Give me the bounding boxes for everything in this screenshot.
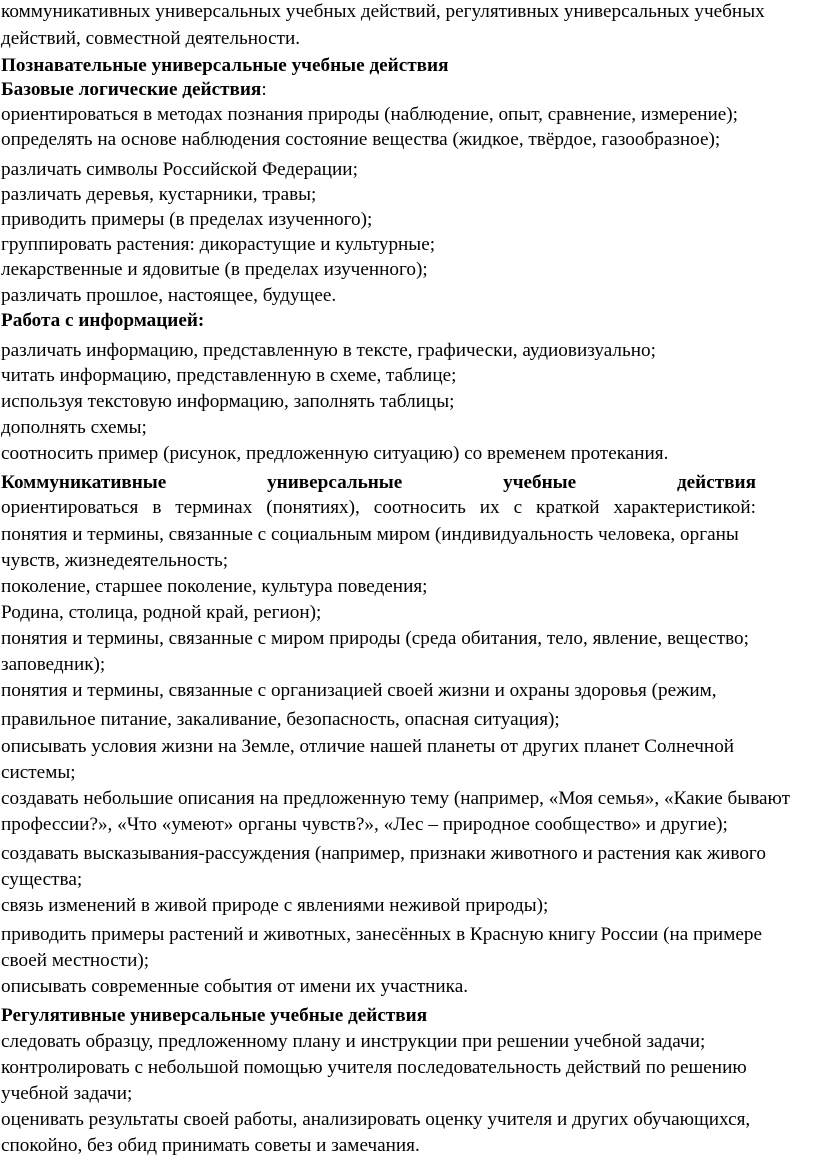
- text-line: правильное питание, закаливание, безопасность, опасная ситуация);: [1, 709, 560, 730]
- text-line: связь изменений в живой природе с явлениями неживой природы);: [1, 895, 549, 916]
- text-line: читать информацию, представленную в схеме, таблице;: [1, 365, 457, 386]
- text-line: различать деревья, кустарники, травы;: [1, 184, 317, 205]
- text-line: следовать образцу, предложенному плану и инструкции при решении учебной задачи;: [1, 1031, 706, 1052]
- text-line: различать информацию, представленную в тексте, графически, аудиовизуально;: [1, 340, 656, 361]
- word: в: [152, 497, 162, 518]
- text-line: дополнять схемы;: [1, 417, 147, 438]
- text-line: спокойно, без обид принимать советы и замечания.: [1, 1135, 420, 1156]
- word: их: [479, 497, 500, 518]
- text-line: различать прошлое, настоящее, будущее.: [1, 285, 337, 306]
- heading-word: действия: [676, 472, 756, 493]
- word: с: [513, 497, 523, 518]
- subheading-basic-logic: [1, 78, 267, 101]
- text-line: используя текстовую информацию, заполнять таблицы;: [1, 391, 455, 412]
- text-line: создавать небольшие описания на предложенную тему (например, «Моя семья», «Какие бывают: [1, 788, 790, 809]
- subheading-info: Работа с информацией:: [1, 310, 205, 331]
- heading-word: универсальные: [267, 472, 403, 493]
- word: (понятиях),: [266, 497, 360, 518]
- text-line: Родина, столица, родной край, регион);: [1, 602, 322, 623]
- text-line: контролировать с небольшой помощью учителя последовательность действий по решению: [1, 1057, 747, 1078]
- text-line: создавать высказывания-рассуждения (например, признаки животного и растения как живого: [1, 843, 766, 864]
- section-heading-cognitive: Познавательные универсальные учебные действия: [1, 55, 449, 76]
- text-line: понятия и термины, связанные с организацией своей жизни и охраны здоровья (режим,: [1, 680, 717, 701]
- text-line: группировать растения: дикорастущие и культурные;: [1, 234, 436, 255]
- subheading-colon: :: [261, 79, 267, 100]
- word: ориентироваться: [1, 497, 139, 518]
- section-heading-regulatory: Регулятивные универсальные учебные действия: [1, 1005, 428, 1026]
- text-line: поколение, старшее поколение, культура поведения;: [1, 576, 428, 597]
- text-line: существа;: [1, 869, 83, 890]
- text-line: приводить примеры (в пределах изученного);: [1, 209, 373, 230]
- text-line: соотносить пример (рисунок, предложенную ситуацию) со временем протекания.: [1, 443, 669, 464]
- word: соотносить: [373, 497, 466, 518]
- subheading-basic-logic-label: Базовые логические действия: [1, 79, 262, 100]
- text-line: различать символы Российской Федерации;: [1, 159, 358, 180]
- text-line: описывать современные события от имени их участника.: [1, 976, 469, 997]
- text-line: ориентироваться в методах познания природы (наблюдение, опыт, сравнение, измерение);: [1, 104, 738, 125]
- heading-word: учебные: [503, 472, 577, 493]
- text-line: оценивать результаты своей работы, анализировать оценку учителя и других обучающихся,: [1, 1109, 751, 1130]
- word: краткой: [536, 497, 600, 518]
- text-line: описывать условия жизни на Земле, отличие нашей планеты от других планет Солнечной: [1, 736, 735, 757]
- word: характеристикой:: [613, 497, 756, 518]
- text-line: коммуникативных универсальных учебных действий, регулятивных универсальных учебных: [1, 1, 765, 22]
- text-line: учебной задачи;: [1, 1083, 133, 1104]
- justified-text-line: [1, 496, 756, 519]
- text-line: чувств, жизнедеятельность;: [1, 550, 229, 571]
- text-line: профессии?», «Что «умеют» органы чувств?», «Лес – природное сообщество» и другие);: [1, 814, 728, 835]
- text-line: определять на основе наблюдения состояние вещества (жидкое, твёрдое, газообразное);: [1, 129, 721, 150]
- section-heading-communicative: [1, 471, 756, 494]
- text-line: действий, совместной деятельности.: [1, 28, 301, 49]
- text-line: приводить примеры растений и животных, занесённых в Красную книгу России (на примере: [1, 924, 762, 945]
- text-line: заповедник);: [1, 654, 106, 675]
- word: терминах: [175, 497, 253, 518]
- text-line: понятия и термины, связанные с социальным миром (индивидуальность человека, органы: [1, 524, 739, 545]
- text-line: своей местности);: [1, 950, 150, 971]
- heading-word: Коммуникативные: [1, 472, 167, 493]
- text-line: понятия и термины, связанные с миром природы (среда обитания, тело, явление, вещество;: [1, 628, 749, 649]
- text-line: лекарственные и ядовитые (в пределах изученного);: [1, 259, 428, 280]
- text-line: системы;: [1, 762, 76, 783]
